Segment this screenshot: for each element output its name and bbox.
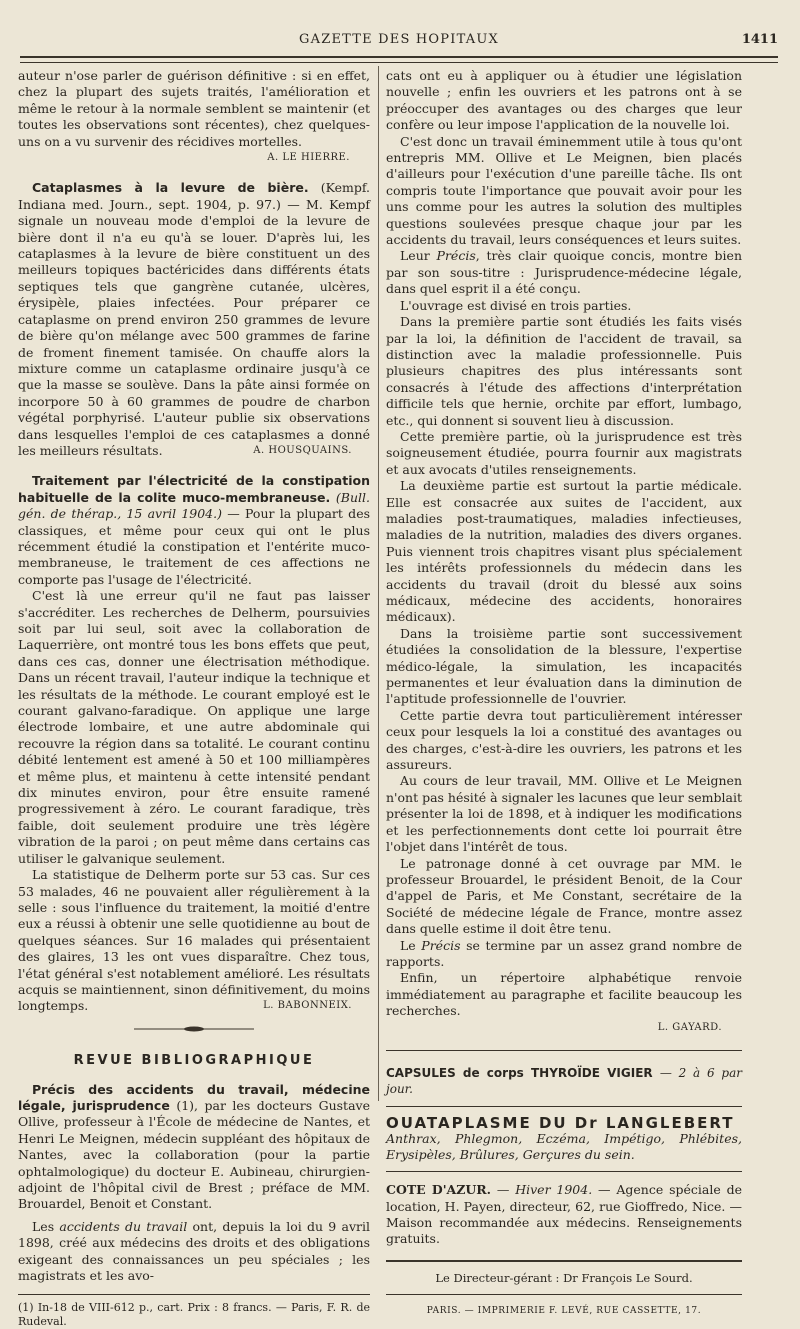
review-paragraph: C'est donc un travail éminemment utile à tous qu'ont entrepris MM. Ollive et Le Meignen, bien placés d'ailleurs pour l'exécution d'une pareille tâche. Ils ont compris toute l'importance que pouvait avoir pour les uns comme pour les autres la solution des multiples questions soulevées presque chaque jour par les accidents du travail, leurs conséquences et leurs suites. [386,133,742,248]
article-text: — M. Kempf signale un nouveau mode d'emploi de la levure de bière dont il n'a eu qu'à se louer. D'après lui, les cataplasmes à la levure de bière constituent un des meilleurs topiques bactéricides dans différents états septiques tels que gangrène cutanée, ulcères, érysipèle, plaies infectées. Pour préparer ce cataplasme on prend environ 250 grammes de levure de bière qu'on mélange avec 500 grammes de farine de froment finement tamisée. On chauffe alors la mixture comme un cataplasme ordinaire jusqu'à ce que la masse se soulève. Dans la pâte ainsi formée on incorpore 50 à 60 grammes de poudre de charbon végétal porphyrisé. L'auteur publie six observations dans lesquelles l'emploi de ces cataplasmes a donné les meilleurs résultats. [18,196,370,458]
footnote: (1) In-18 de VIII-612 p., cart. Prix : 8 francs. — Paris, F. R. de Rudeval. [18,1301,370,1329]
footnote-rule [18,1294,370,1295]
book-title: Précis des accidents du travail, médecine légale, jurisprudence [18,1081,370,1113]
emphasis-text: Précis [421,937,461,953]
footer-rule [386,1294,742,1295]
header-rule [20,56,778,63]
left-column [18,68,370,1329]
text-fragment: ont, depuis la loi du 9 avril 1898, créé aux médecins des droits et des obligations exigeant des connaissances un peu spéciales ; les magistrats et les avo- [18,1218,370,1284]
ad-rule [386,1171,742,1172]
emphasis-text: accidents du travail [59,1218,188,1234]
ad-capsules [386,1065,742,1098]
article-signature: L. BABONNEIX. [263,1000,352,1012]
text-fragment: Leur [400,248,430,264]
ad-capsules-text: CAPSULES de corps THYROÏDE VIGIER [386,1065,653,1080]
review-paragraph: L'ouvrage est divisé en trois parties. [400,297,632,313]
ad-cote-azur-text: — Agence spéciale de location, H. Payen, directeur, 62, rue Gioffredo, Nice. — Maison recommandée aux médecins. Renseignements gratuits. [386,1182,742,1247]
review-paragraph: Dans la troisième partie sont successivement étudiées la consolidation de la blessure, l'expertise médico-légale, la simulation, les incapacités permanentes et leur évaluation dans la diminution de l'aptitude professionnelle de l'ouvrier. [386,625,742,707]
emphasis-text: Précis [436,248,476,264]
article-paragraph: C'est là une erreur qu'il ne faut pas laisser s'accréditer. Les recherches de Delherm, poursuivies soit par lui seul, soit avec la collaboration de Laquerrière, ont montré tous les bons effets que peut, dans ces cas, donner une électrisation méthodique. Dans un récent travail, l'auteur indique la technique et les résultats de la méthode. Le courant employé est le courant galvano-faradique. On applique une large électrode lombaire, et une autre abdominale qui recouvre la région dans sa totalité. Le courant continu débité lentement est amené à 50 et 100 milliampères et même plus, et maintenu à cette intensité pendant dix minutes environ, pour être ensuite ramené progressivement à zéro. Le courant faradique, très faible, doit seulement produire une très légère vibration de la paroi ; on peut même dans certains cas utiliser le galvanique seulement. [18,588,370,866]
ad-capsules-dose: — 2 à 6 par jour. [386,1065,742,1097]
ad-ouataplasme-title: OUATAPLASME DU Dr LANGLEBERT [386,1113,735,1132]
right-column [386,68,742,1320]
review-paragraph: La deuxième partie est surtout la partie médicale. Elle est consacrée aux suites de l'accident, aux maladies post-traumatiques, maladies infectieuses, maladies de la nutrition, maladies des divers organes. Puis viennent trois chapitres visant plus spécialement les intérêts professionnels du médecin dans les accidents du travail (droit du blessé aux soins médicaux, médecine des accidents, honoraires médicaux). [386,478,742,625]
footnote-marker[interactable]: (1) [176,1097,195,1113]
article-title: Cataplasmes à la levure de bière. [32,180,309,196]
article-text: — Pour la plupart des classiques, et même pour ceux qui ont le plus récemment étudié la constipation et l'entérite muco-membraneuse, le traitement de ces affections ne comporte pas l'usage de l'électricité. [18,506,371,587]
intro-paragraph: auteur n'ose parler de guérison définitive : si en effet, chez la plupart des sujets traités, l'amélioration et même le retour à la normale semblent se maintenir (et toutes les observations sont récentes), chez quelques-uns on a vu survenir des récidives mortelles. [18,68,370,149]
text-fragment: , très clair quoique concis, montre bien par son sous-titre : Jurisprudence-médecine légale, dans quel esprit il a été conçu. [386,248,743,297]
article-reference: (Kempf. Indiana med. Journ., sept. 1904, p. 97.) [18,180,370,212]
text-fragment: se termine par un assez grand nombre de rapports. [386,937,742,969]
ad-cote-azur-season: — Hiver 1904. [496,1182,593,1198]
article-electricite [18,473,370,1014]
article-reference: (Bull. gén. de thérap., 15 avril 1904.) [18,489,370,522]
review-paragraph: cats ont eu à appliquer ou à étudier une législation nouvelle ; enfin les ouvriers et les patrons ont à se préoccuper des avantages ou des charges que leur confère ou leur impose l'application de la nouvelle loi. [386,68,742,133]
review-signature: L. GAYARD. [657,1021,722,1033]
ad-rule [386,1050,742,1051]
ad-ouataplasme-list: Anthrax, Phlegmon, Eczéma, Impétigo, Phlébites, Erysipèles, Brûlures, Gerçures du sein. [386,1131,742,1163]
review-paragraph: Dans la première partie sont étudiés les faits visés par la loi, la définition de l'accident de travail, sa distinction avec la maladie professionnelle. Puis plusieurs chapitres des plus intéressants sont consacrés à l'étude des affections d'interprétation difficile tels que hernie, orchite par effort, lumbago, etc., qui donnent si souvent lieu à discussion. [386,314,742,428]
director-line: Le Directeur-gérant : Dr François Le Sourd. [435,1270,693,1285]
article-title: Traitement par l'électricité de la constipation habituelle de la colite muco-membraneuse. [18,473,370,505]
review-paragraph: Cette partie devra tout particulièrement intéresser ceux pour lesquels la loi a constitué des avantages ou des charges, c'est-à-dire les ouvriers, les patrons et les assureurs. [386,707,742,773]
revue-bibliographique-heading: REVUE BIBLIOGRAPHIQUE [73,1053,315,1069]
footer-rule [386,1260,742,1262]
text-fragment: Le [400,937,416,953]
ad-cote-azur [386,1182,742,1248]
article-paragraph: La statistique de Delherm porte sur 53 cas. Sur ces 53 malades, 46 ne pouvaient aller régulièrement à la selle : sous l'influence du traitement, la moitié d'entre eux a réussi à obtenir une selle quotidienne au bout de quelques séances. Sur 16 malades qui présentaient des glaires, 13 les ont vues disparaître. Chez tous, l'état général s'est notablement amélioré. Les résultats acquis se maintiennent, sinon définitivement, du moins longtemps. [18,867,370,1014]
column-divider [378,66,379,1101]
ad-rule [386,1106,742,1107]
review-paragraph: Au cours de leur travail, MM. Ollive et Le Meignen n'ont pas hésité à signaler les lacunes que leur semblait présenter la loi de 1898, et à indiquer les modifications et les perfectionnements dont cette loi pourrait être l'objet dans l'intérêt de tous. [386,773,742,855]
printer-line: PARIS. — IMPRIMERIE F. LEVÉ, RUE CASSETTE, 17. [426,1306,702,1317]
review-paragraph: Enfin, un répertoire alphabétique renvoie immédiatement au paragraphe et facilite beaucoup les recherches. [386,970,742,1019]
section-ornament [18,1023,370,1039]
page-header [20,30,778,54]
article-cataplasmes [18,180,370,459]
book-description: , par les docteurs Gustave Ollive, professeur à l'École de médecine de Nantes, et Henri Le Meignen, médecin suppléant des hôpitaux de Nantes, avec la collaboration (pour la partie ophtalmologique) du docteur E. Aubineau, chirurgien-adjoint de l'hôpital civil de Brest ; préface de MM. Brouardel, Benoit et Constant. [18,1097,370,1212]
text-fragment: Les [32,1218,55,1234]
review-paragraph: Cette première partie, où la jurisprudence est très soigneusement étudiée, pourra fournir aux magistrats et aux avocats d'utiles renseignements. [386,428,742,477]
ad-cote-azur-heading: COTE D'AZUR. [386,1182,492,1198]
article-signature: A. HOUSQUAINS. [253,444,352,456]
review-paragraph: Le patronage donné à cet ouvrage par MM. le professeur Brouardel, le président Benoit, de la Cour d'appel de Paris, et Me Constant, secrétaire de la Société de médecine légale de France, montre assez dans quelle estime il doit être tenu. [386,855,742,937]
page-number: 1411 [741,32,778,47]
journal-title: GAZETTE DES HOPITAUX [299,32,499,47]
intro-signature: A. LE HIERRE. [267,152,350,164]
